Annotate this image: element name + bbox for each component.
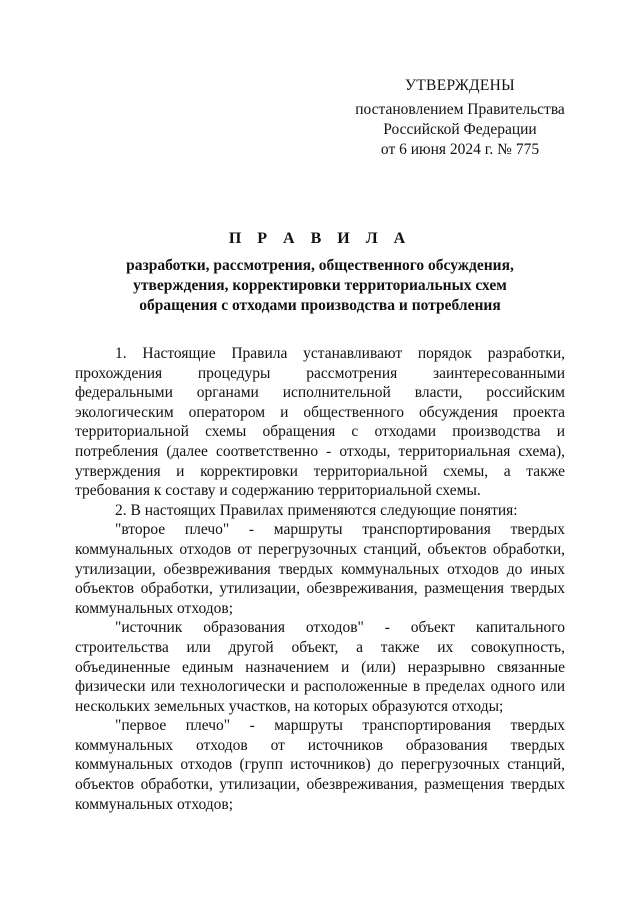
subtitle-line-1: разработки, рассмотрения, общественного обсуждения, — [126, 257, 514, 274]
approval-line-1: постановлением Правительства — [355, 101, 565, 118]
approval-line-2: Российской Федерации — [383, 121, 537, 138]
document-subtitle — [80, 256, 560, 316]
subtitle-line-3: обращения с отходами производства и потребления — [139, 297, 501, 314]
definition-second-leg: "второе плечо" - маршруты транспортирования твердых коммунальных отходов от перегрузочных станций, объектов обработки, утилизации, обезвреживания твердых коммунальных отходов до иных объектов обработки, утилизации, обезвреживания, размещения твердых коммунальных отходов; — [75, 521, 565, 617]
approval-block — [330, 76, 590, 160]
paragraph-2: 2. В настоящих Правилах применяются следующие понятия: — [115, 501, 518, 519]
definition-first-leg: "первое плечо" - маршруты транспортирования твердых коммунальных отходов от источников образования твердых коммунальных отходов (групп источников) до перегрузочных станций, объектов обработки, утилизации, обезвреживания, размещения твердых коммунальных отходов; — [75, 717, 565, 813]
document-title: П Р А В И Л А — [228, 230, 412, 247]
subtitle-line-2: утверждения, корректировки территориальных схем — [133, 277, 507, 294]
definition-waste-source: "источник образования отходов" - объект капитального строительства или другой объект, а также их совокупность, объединенные единым назначением и (или) неразрывно связанные физически или технологически и расположенные в пределах одного или нескольких земельных участков, на которых образуются отходы; — [75, 619, 565, 715]
approval-title: УТВЕРЖДЕНЫ — [405, 77, 515, 94]
document-body — [75, 344, 565, 814]
approval-line-3: от 6 июня 2024 г. № 775 — [380, 141, 540, 158]
paragraph-1: 1. Настоящие Правила устанавливают порядок разработки, прохождения процедуры рассмотрения заинтересованными федеральными органами исполнительной власти, российским экологическим оператором и общественного обсуждения проекта территориальной схемы обращения с отходами производства и потребления (далее соответственно - отходы, территориальная схема), утверждения и корректировки территориальной схемы, а также требования к составу и содержанию территориальной схемы. — [75, 345, 565, 500]
